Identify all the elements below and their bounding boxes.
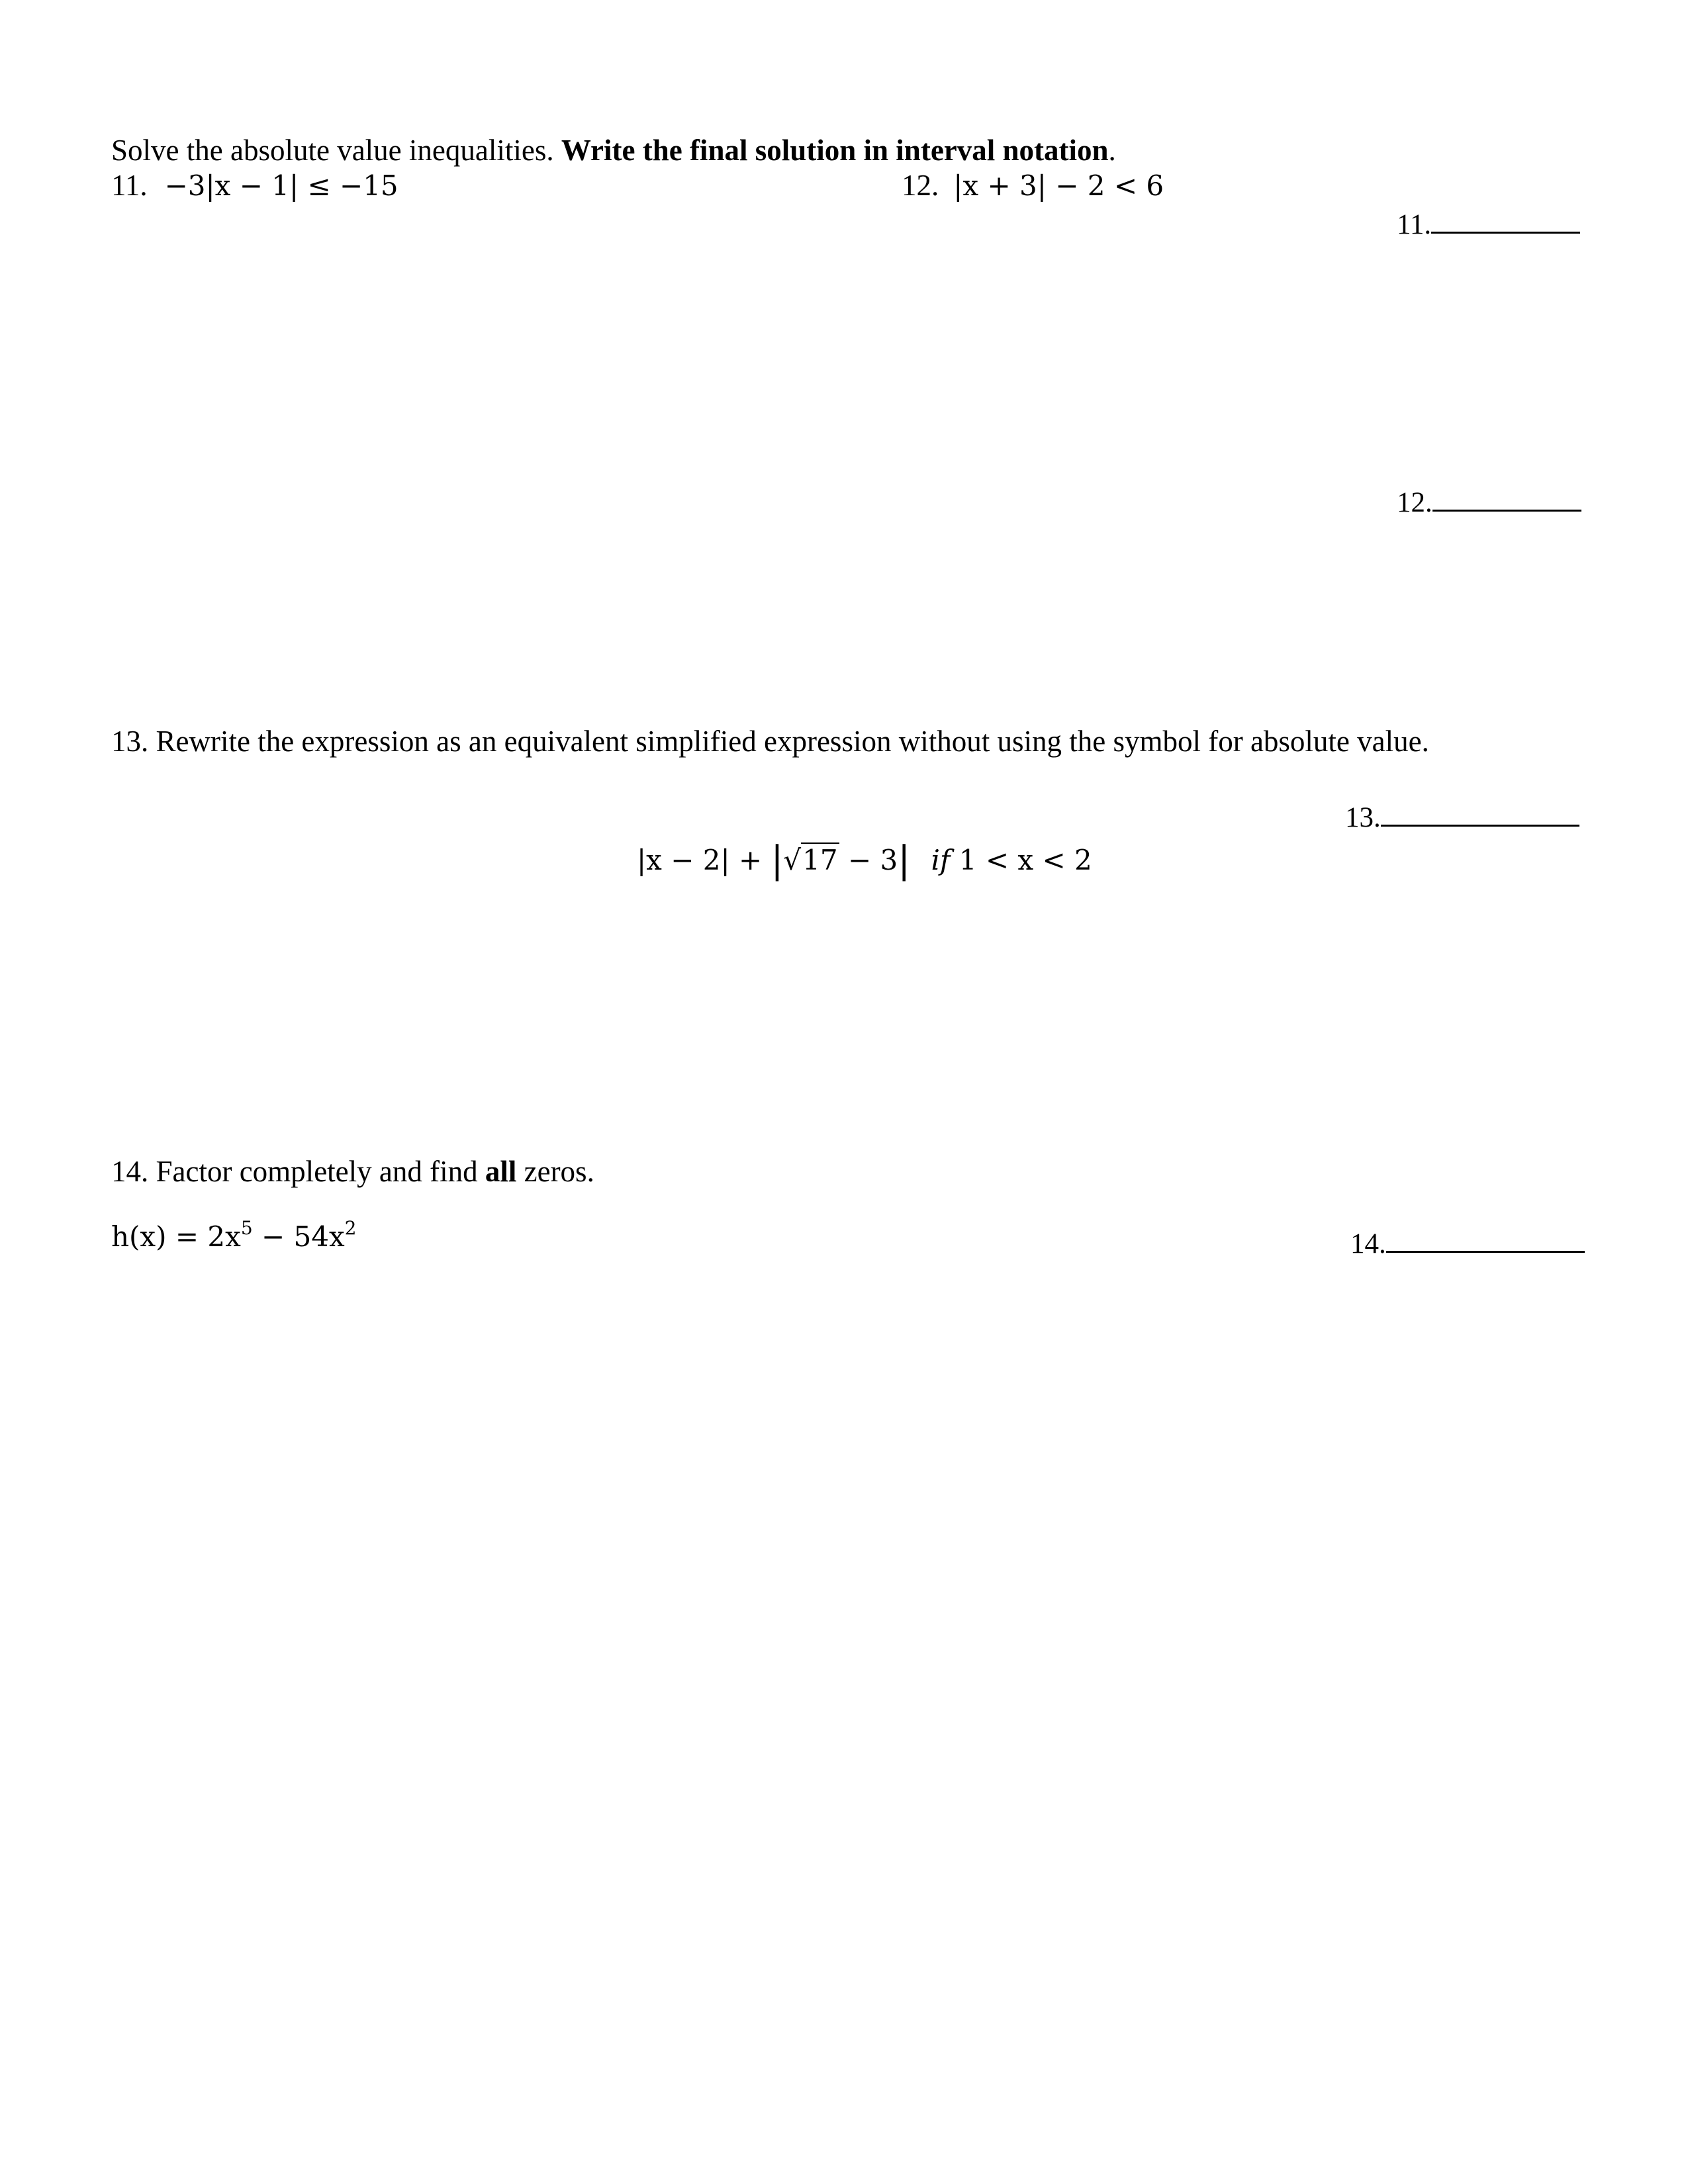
sqrt-symbol: √ (783, 844, 802, 876)
abs-bar-left: | (771, 839, 784, 882)
section-instructions (111, 136, 1116, 165)
answer-11-blank[interactable] (1431, 206, 1580, 234)
problem-12-expression: |x + 3| − 2 < 6 (953, 169, 1164, 202)
condition-range: 1 < x < 2 (950, 844, 1092, 876)
problem-11-expression: −3|x − 1| ≤ −15 (164, 169, 399, 202)
expr-after: − 3 (839, 844, 898, 876)
answer-14-blank[interactable] (1386, 1226, 1585, 1253)
answer-14-label: 14. (1350, 1228, 1386, 1259)
problem-14-function (111, 1217, 357, 1253)
answer-13-label: 13. (1345, 802, 1381, 833)
answer-12 (1397, 484, 1581, 517)
answer-12-blank[interactable] (1432, 484, 1581, 512)
problem-11-number: 11. (111, 169, 148, 202)
function-mid: − 54x (252, 1220, 345, 1253)
function-exp1: 5 (240, 1217, 253, 1239)
answer-12-label: 12. (1397, 487, 1432, 518)
answer-13 (1345, 799, 1579, 832)
answer-14 (1350, 1226, 1585, 1258)
problem-12 (902, 171, 1164, 201)
instructions-end: . (1108, 134, 1116, 167)
problem-12-number: 12. (902, 169, 939, 202)
problem-13-expression (637, 839, 1092, 882)
problem-14-plain: 14. Factor completely and find (111, 1155, 485, 1188)
problem-14-end: zeros. (516, 1155, 594, 1188)
instructions-plain: Solve the absolute value inequalities. (111, 134, 561, 167)
instructions-bold: Write the final solution in interval notation (561, 134, 1109, 167)
problem-13-text: 13. Rewrite the expression as an equivalent simplified expression without using the symbol for absolute value. (111, 725, 1429, 758)
sqrt-radicand: 17 (802, 844, 838, 876)
problem-14-bold: all (485, 1155, 517, 1188)
answer-11-label: 11. (1397, 209, 1432, 240)
function-lhs: h(x) = 2x (111, 1220, 241, 1253)
condition-if: if (931, 844, 951, 876)
problem-14-text (111, 1157, 594, 1187)
problem-11 (111, 171, 399, 201)
answer-13-blank[interactable] (1381, 799, 1579, 827)
answer-11 (1397, 206, 1580, 239)
abs-bar-right: | (898, 839, 911, 882)
expr-part1: |x − 2| + (637, 844, 771, 876)
function-exp2: 2 (344, 1217, 357, 1239)
